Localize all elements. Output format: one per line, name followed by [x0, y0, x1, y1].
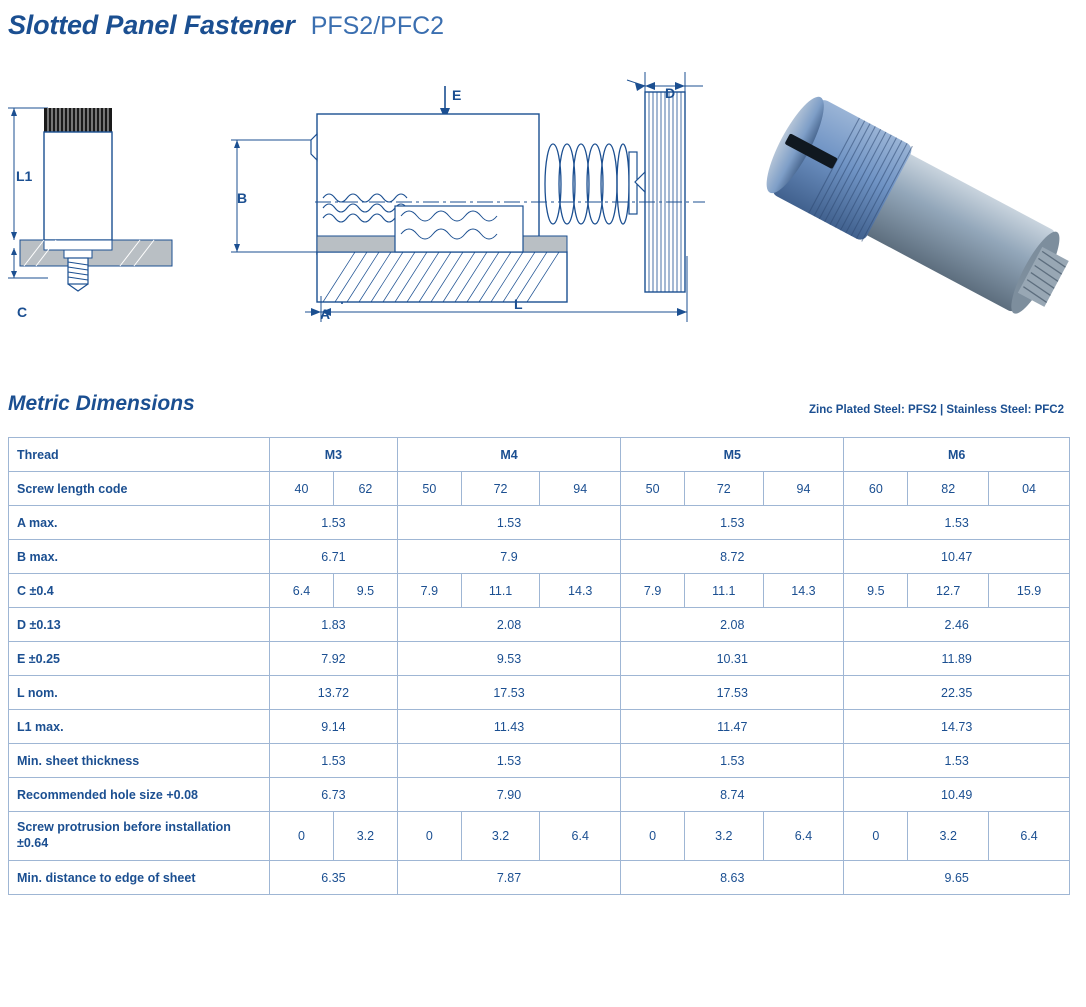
table-cell: 3.2: [333, 812, 397, 861]
page-title: [8, 10, 444, 41]
table-row: [9, 861, 1070, 895]
table-header-thread-size: M6: [844, 438, 1070, 472]
table-row-label: E ±0.25: [9, 642, 270, 676]
left-elevation-drawing: [0, 56, 200, 356]
metric-dimensions-table: [8, 437, 1070, 895]
table-cell: 2.46: [844, 608, 1070, 642]
table-cell: 1.83: [270, 608, 398, 642]
table-cell: 40: [270, 472, 334, 506]
table-cell: 10.31: [621, 642, 844, 676]
table-cell: 1.53: [844, 506, 1070, 540]
table-cell: 10.49: [844, 778, 1070, 812]
table-cell: 1.53: [397, 506, 620, 540]
table-cell: 82: [908, 472, 989, 506]
table-row: [9, 540, 1070, 574]
table-cell: 7.87: [397, 861, 620, 895]
table-cell: 17.53: [621, 676, 844, 710]
table-cell: 0: [844, 812, 908, 861]
table-cell: 60: [844, 472, 908, 506]
dim-label-a: A: [320, 306, 331, 322]
table-row-label: Screw protrusion before installation ±0.64: [9, 812, 270, 861]
table-cell: 1.53: [621, 744, 844, 778]
table-cell: 8.63: [621, 861, 844, 895]
table-row: [9, 642, 1070, 676]
table-cell: 11.89: [844, 642, 1070, 676]
table-cell: 94: [763, 472, 844, 506]
table-cell: 3.2: [685, 812, 764, 861]
product-photo: [760, 56, 1070, 356]
table-cell: 6.4: [763, 812, 844, 861]
table-cell: 2.08: [397, 608, 620, 642]
table-row: [9, 608, 1070, 642]
table-cell: 22.35: [844, 676, 1070, 710]
table-cell: 12.7: [908, 574, 989, 608]
table-row-label: L nom.: [9, 676, 270, 710]
table-cell: 11.47: [621, 710, 844, 744]
table-row: [9, 506, 1070, 540]
table-header-thread-size: M5: [621, 438, 844, 472]
table-cell: 1.53: [270, 506, 398, 540]
table-cell: 6.73: [270, 778, 398, 812]
table-row: [9, 710, 1070, 744]
dim-label-l: L: [514, 296, 523, 312]
table-row: [9, 778, 1070, 812]
table-cell: 72: [685, 472, 764, 506]
materials-note: Zinc Plated Steel: PFS2 | Stainless Steel: PFC2: [808, 404, 1064, 416]
table-cell: 50: [397, 472, 461, 506]
dim-label-c-left: C: [17, 304, 28, 320]
table-cell: 11.1: [685, 574, 764, 608]
table-row-label: Min. distance to edge of sheet: [9, 861, 270, 895]
table-row-label: D ±0.13: [9, 608, 270, 642]
table-cell: 72: [461, 472, 540, 506]
table-cell: 62: [333, 472, 397, 506]
table-cell: 1.53: [397, 744, 620, 778]
table-cell: 8.74: [621, 778, 844, 812]
table-row: [9, 574, 1070, 608]
table-cell: 11.1: [461, 574, 540, 608]
table-row-label: C ±0.4: [9, 574, 270, 608]
table-cell: 6.35: [270, 861, 398, 895]
table-cell: 0: [397, 812, 461, 861]
technical-drawings: [0, 56, 1086, 376]
dim-label-d: D: [665, 85, 676, 101]
table-cell: 6.4: [270, 574, 334, 608]
table-cell: 17.53: [397, 676, 620, 710]
table-row: [9, 676, 1070, 710]
section-title-metric-dimensions: Metric Dimensions: [8, 392, 195, 415]
table-cell: 9.14: [270, 710, 398, 744]
table-header-thread: Thread: [9, 438, 270, 472]
table-cell: 9.65: [844, 861, 1070, 895]
table-cell: 94: [540, 472, 621, 506]
table-cell: 14.3: [763, 574, 844, 608]
table-cell: 13.72: [270, 676, 398, 710]
product-part-numbers: PFS2/PFC2: [310, 12, 445, 40]
table-cell: 6.4: [989, 812, 1070, 861]
table-header-row: [9, 438, 1070, 472]
table-row-label: Recommended hole size +0.08: [9, 778, 270, 812]
table-header-thread-size: M3: [270, 438, 398, 472]
dim-label-e: E: [452, 87, 462, 103]
table-cell: 14.3: [540, 574, 621, 608]
product-title: Slotted Panel Fastener: [8, 10, 295, 40]
table-header-thread-size: M4: [397, 438, 620, 472]
table-cell: 3.2: [461, 812, 540, 861]
dim-label-l1: L1: [16, 168, 33, 184]
table-cell: 6.4: [540, 812, 621, 861]
table-cell: 3.2: [908, 812, 989, 861]
table-row-label: A max.: [9, 506, 270, 540]
table-cell: 50: [621, 472, 685, 506]
table-row: [9, 744, 1070, 778]
dim-label-b: B: [237, 190, 248, 206]
cross-section-drawing: [205, 56, 725, 356]
table-row-label: L1 max.: [9, 710, 270, 744]
table-cell: 8.72: [621, 540, 844, 574]
table-cell: 14.73: [844, 710, 1070, 744]
table-cell: 2.08: [621, 608, 844, 642]
table-cell: 7.90: [397, 778, 620, 812]
table-cell: 15.9: [989, 574, 1070, 608]
table-cell: 10.47: [844, 540, 1070, 574]
table-cell: 9.5: [333, 574, 397, 608]
table-cell: 7.9: [621, 574, 685, 608]
table-cell: 7.92: [270, 642, 398, 676]
table-cell: 7.9: [397, 540, 620, 574]
table-cell: 1.53: [844, 744, 1070, 778]
table-cell: 6.71: [270, 540, 398, 574]
table-row-label: Screw length code: [9, 472, 270, 506]
table-row: [9, 472, 1070, 506]
table-cell: 04: [989, 472, 1070, 506]
table-cell: 9.53: [397, 642, 620, 676]
table-row-label: Min. sheet thickness: [9, 744, 270, 778]
table-cell: 1.53: [621, 506, 844, 540]
table-cell: 9.5: [844, 574, 908, 608]
table-cell: 11.43: [397, 710, 620, 744]
table-cell: 7.9: [397, 574, 461, 608]
table-cell: 1.53: [270, 744, 398, 778]
table-cell: 0: [270, 812, 334, 861]
table-row: [9, 812, 1070, 861]
table-row-label: B max.: [9, 540, 270, 574]
table-cell: 0: [621, 812, 685, 861]
